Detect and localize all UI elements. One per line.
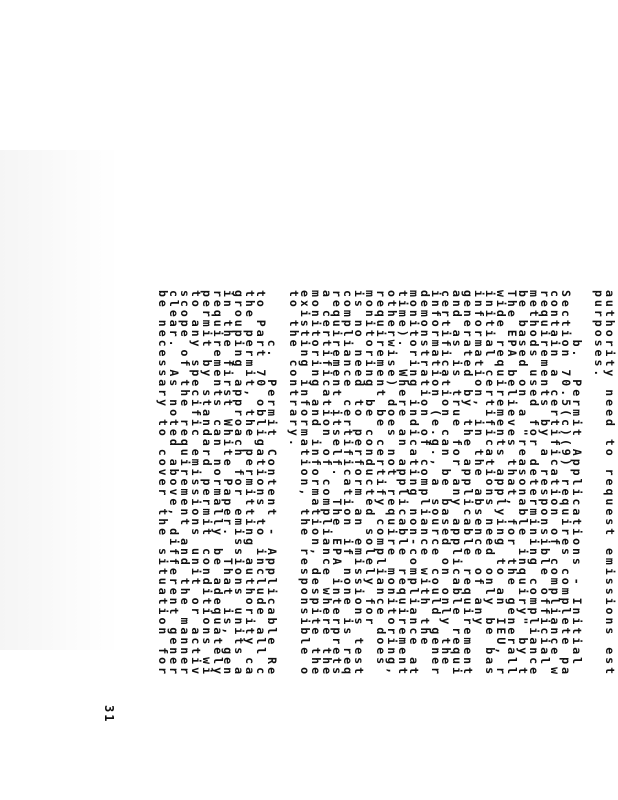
text-line: initial certifications need only be bas bbox=[483, 290, 498, 678]
text-line: purposes. bbox=[592, 290, 607, 380]
text-line: and as is true for any applicable requi bbox=[450, 290, 465, 678]
text-line: permit by standard permit conditions wi bbox=[199, 290, 214, 678]
text-line: grouping approach for emissions units a bbox=[232, 290, 247, 678]
text-line: wide requirements applying to an IEU, r bbox=[494, 290, 508, 678]
text-line: monitoring and information, despite the bbox=[308, 290, 323, 678]
text-line: requirements can normally be adequately bbox=[210, 290, 225, 678]
text-line: generated by the applicable requirement bbox=[461, 290, 476, 678]
text-line: clear. As noted above, different gener bbox=[167, 290, 181, 678]
text-line: a certification of compliance where the bbox=[319, 290, 334, 678]
text-line: to any specific emissions unit or activ bbox=[188, 290, 203, 678]
text-line: existing information, the responsible o bbox=[297, 290, 312, 678]
text-line: contain a certification of compliance w bbox=[548, 290, 563, 678]
text-line: monitoring be conducted solely for bbox=[363, 290, 378, 628]
text-line: c. Permit Content - Applicable Re bbox=[265, 290, 280, 678]
text-line: in the first White Paper. That is, gen bbox=[221, 290, 236, 678]
text-line: is no need to perform an emissions test bbox=[352, 290, 367, 678]
text-line: the permit, the permitting authority ca bbox=[243, 290, 258, 678]
text-line: demonstration of compliance with the bbox=[417, 290, 432, 648]
text-line: authority need to request emissions est bbox=[603, 290, 617, 678]
text-line: certification can be based on only the bbox=[439, 290, 454, 668]
text-line: be based on a "reasonable inquiry" by t bbox=[515, 290, 530, 678]
text-line: monitoring indicating non-compliance at bbox=[406, 290, 421, 678]
text-line: requirement be certify compliance does bbox=[374, 290, 389, 668]
text-line: otherwise) does not require monitoring, bbox=[385, 290, 399, 678]
page-number: 31 bbox=[102, 705, 116, 724]
text-line: information, in the absence of any bbox=[472, 290, 487, 628]
text-line: time). Where an applicable requirement bbox=[395, 290, 410, 678]
text-line: information (e.g., a source could gener bbox=[428, 290, 443, 678]
text-line: to Part 70 obligations to include all c bbox=[254, 290, 269, 678]
text-line: compliance certification if none is req bbox=[341, 290, 356, 678]
text-line: methods used for determining compliance bbox=[526, 290, 541, 678]
text-line: Section 70.5(c)(9) requires complete pa bbox=[559, 290, 574, 678]
text-line: b. Permit Applications - Initial bbox=[570, 290, 585, 668]
text-line: requirements by a responsible official bbox=[537, 290, 552, 668]
text-line: to the contrary. bbox=[286, 290, 301, 449]
text-line: The EPA believes that, for the generall bbox=[504, 290, 519, 678]
text-line: scope of the requirement and the manner bbox=[177, 290, 192, 678]
text-line: requirement itself. The EPA interprets bbox=[330, 290, 345, 678]
text-line: be necessary to cover the situation for bbox=[156, 290, 171, 678]
